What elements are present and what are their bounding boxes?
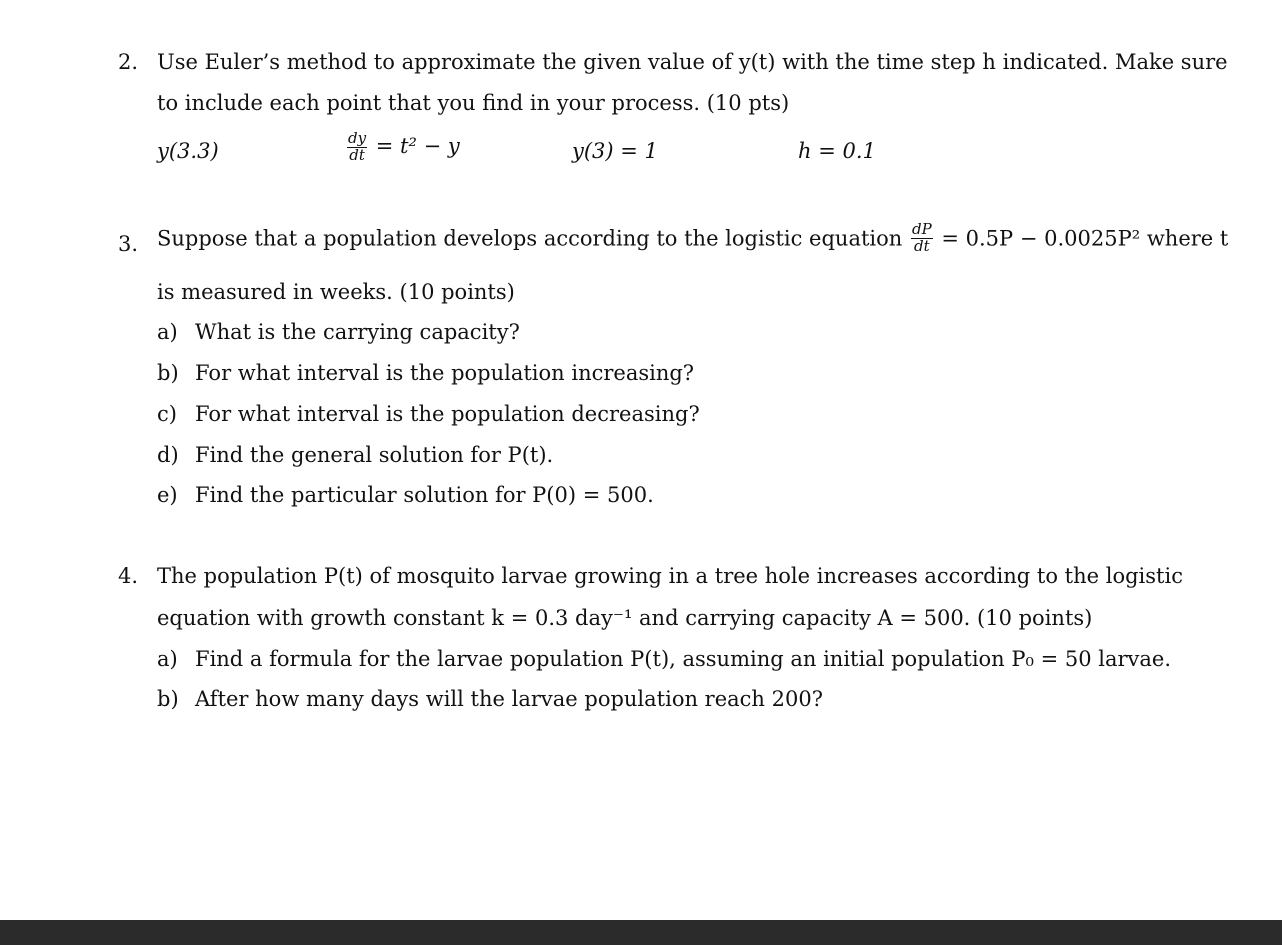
problem-3-part-a-label: a) [157,320,178,344]
problem-4-part-a-text: Find a formula for the larvae population P(t), assuming an initial population P₀ = 50 larvae. [195,647,1172,671]
ode-rhs: = t² − y [375,133,460,158]
logistic-numerator: dP [911,220,932,238]
problem-3-number: 3. [118,232,139,256]
problem-4-part-b-text: After how many days will the larvae population reach 200? [195,687,823,711]
problem-3-part-c-text: For what interval is the population decreasing? [195,402,700,426]
problem-3-part-e-text: Find the particular solution for P(0) = 500. [195,483,654,507]
logistic-denominator: dt [914,236,930,255]
problem-3-part-e-label: e) [157,483,178,507]
problem-3-line1-text: Suppose that a population develops according to the logistic equation [157,226,903,251]
problem-3-line2: is measured in weeks. (10 points) [157,280,515,304]
logistic-fraction [911,222,933,255]
problem-4-part-b-label: b) [157,687,179,711]
problem-2-target: y(3.3) [157,139,219,163]
problem-2-initial: y(3) = 1 [572,139,658,163]
problem-2-ode [345,131,460,164]
problem-4-part-a-label: a) [157,647,178,671]
problem-3-part-b-text: For what interval is the population increasing? [195,361,695,385]
bottom-bar [0,920,1282,945]
problem-4-line2: equation with growth constant k = 0.3 day⁻¹ and carrying capacity A = 500. (10 points) [157,606,1093,630]
problem-3-part-c-label: c) [157,402,177,426]
problem-4-number: 4. [118,564,139,588]
problem-2-number: 2. [118,50,139,74]
ode-numerator: dy [348,129,367,147]
problem-3-part-d-text: Find the general solution for P(t). [195,443,554,467]
problem-2-step: h = 0.1 [798,139,876,163]
problem-3-part-b-label: b) [157,361,179,385]
problem-3-line1 [157,222,1228,255]
ode-fraction [347,131,367,164]
problem-4-line1: The population P(t) of mosquito larvae growing in a tree hole increases according to the logistic [157,564,1183,588]
ode-denominator: dt [349,145,365,164]
logistic-rhs: = 0.5P − 0.0025P² where t [941,226,1229,251]
problem-3-part-a-text: What is the carrying capacity? [195,320,520,344]
problem-2-line2: to include each point that you find in your process. (10 pts) [157,91,790,115]
problem-3-part-d-label: d) [157,443,179,467]
problem-2-line1: Use Euler’s method to approximate the given value of y(t) with the time step h indicated. Make sure [157,50,1228,74]
